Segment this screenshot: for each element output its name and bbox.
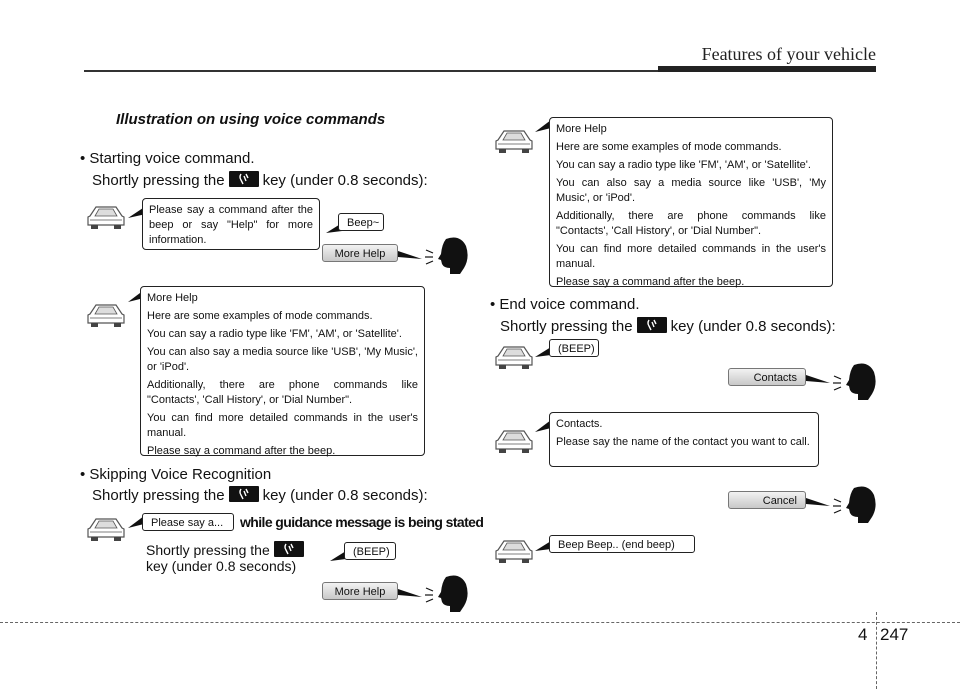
footer-rule bbox=[0, 622, 960, 623]
speaking-head-icon bbox=[424, 236, 470, 281]
prompt-bubble-start bbox=[142, 198, 320, 250]
help-line: More Help bbox=[556, 123, 607, 135]
car-icon bbox=[86, 204, 126, 235]
header-rule-thick bbox=[658, 66, 876, 72]
section-title: Illustration on using voice commands bbox=[116, 111, 386, 128]
voice-key-icon bbox=[229, 171, 259, 187]
help-line: Please say a command after the beep. bbox=[556, 276, 745, 288]
instruction-end-after: key (under 0.8 seconds): bbox=[670, 318, 836, 335]
instruction-start-after: key (under 0.8 seconds): bbox=[262, 172, 428, 189]
end-beep-tag: Beep Beep.. (end beep) bbox=[549, 535, 695, 553]
speaking-head-icon bbox=[424, 574, 470, 619]
help-line: You can say a radio type like 'FM', 'AM', or 'Satellite'. bbox=[556, 159, 811, 171]
instruction-end bbox=[500, 317, 836, 335]
contacts-bubble bbox=[549, 412, 819, 467]
car-icon bbox=[86, 516, 126, 547]
press-line-1-text: Shortly pressing the bbox=[146, 542, 270, 558]
help-line: You can also say a media source like 'USB', 'My Music', or 'iPod'. bbox=[556, 177, 826, 204]
help-line: Here are some examples of mode commands. bbox=[147, 310, 373, 322]
pointer-triangle bbox=[806, 374, 830, 392]
contacts-bubble-line2: Please say the name of the contact you want to call. bbox=[556, 436, 810, 448]
beep-tag-start: Beep~ bbox=[338, 213, 384, 231]
instruction-skip-after: key (under 0.8 seconds): bbox=[262, 487, 428, 504]
prompt-bubble-skip: Please say a... bbox=[142, 513, 234, 531]
help-bubble-right bbox=[549, 117, 833, 287]
prompt-bubble-start-text: Please say a command after the beep or say "Help" for more information. bbox=[149, 204, 313, 246]
help-line: You can find more detailed commands in the user's manual. bbox=[556, 243, 826, 270]
help-line: Additionally, there are phone commands like "Contacts', 'Call History', or 'Dial Number". bbox=[147, 379, 418, 406]
speaking-head-icon bbox=[832, 485, 878, 530]
help-line: Here are some examples of mode commands. bbox=[556, 141, 782, 153]
help-line: You can say a radio type like 'FM', 'AM', or 'Satellite'. bbox=[147, 328, 402, 340]
instruction-start-before: Shortly pressing the bbox=[92, 172, 225, 189]
chapter-number: 4 bbox=[858, 625, 868, 644]
instruction-start bbox=[92, 171, 428, 189]
car-icon bbox=[494, 428, 534, 459]
car-icon bbox=[86, 302, 126, 333]
bullet-end: • End voice command. bbox=[490, 296, 640, 313]
bullet-skip: • Skipping Voice Recognition bbox=[80, 466, 272, 483]
user-says-more-help-1: More Help bbox=[322, 244, 398, 262]
user-says-contacts: Contacts bbox=[728, 368, 806, 386]
voice-key-icon bbox=[637, 317, 667, 333]
user-says-cancel: Cancel bbox=[728, 491, 806, 509]
header-rule bbox=[84, 70, 660, 72]
guidance-note: while guidance message is being stated bbox=[240, 514, 484, 530]
pointer-triangle bbox=[806, 497, 830, 515]
help-line: You can also say a media source like 'USB', 'My Music', or 'iPod'. bbox=[147, 346, 418, 373]
speaking-head-icon bbox=[832, 362, 878, 407]
pointer-triangle bbox=[398, 588, 422, 606]
instruction-skip bbox=[92, 486, 428, 504]
instruction-skip-before: Shortly pressing the bbox=[92, 487, 225, 504]
contacts-bubble-line1: Contacts. bbox=[556, 418, 603, 430]
help-line: More Help bbox=[147, 292, 198, 304]
beep-tag-skip: (BEEP) bbox=[344, 542, 396, 560]
pointer-triangle bbox=[398, 250, 422, 268]
footer-crop-mark bbox=[876, 612, 877, 689]
help-line: Additionally, there are phone commands like "Contacts', 'Call History', or 'Dial Number". bbox=[556, 210, 826, 237]
press-line-2: key (under 0.8 seconds) bbox=[146, 558, 297, 574]
help-line: You can find more detailed commands in the user's manual. bbox=[147, 412, 418, 439]
help-line: Please say a command after the beep. bbox=[147, 445, 336, 457]
car-icon bbox=[494, 538, 534, 569]
page-number: 247 bbox=[880, 625, 909, 644]
help-bubble-left bbox=[140, 286, 425, 456]
voice-key-icon bbox=[274, 541, 304, 557]
instruction-end-before: Shortly pressing the bbox=[500, 318, 633, 335]
press-line-1 bbox=[146, 541, 308, 559]
voice-key-icon bbox=[229, 486, 259, 502]
car-icon bbox=[494, 344, 534, 375]
bullet-start: • Starting voice command. bbox=[80, 150, 255, 167]
user-says-more-help-2: More Help bbox=[322, 582, 398, 600]
car-icon bbox=[494, 128, 534, 159]
header-title: Features of your vehicle bbox=[701, 44, 876, 64]
beep-tag-end: (BEEP) bbox=[549, 339, 599, 357]
